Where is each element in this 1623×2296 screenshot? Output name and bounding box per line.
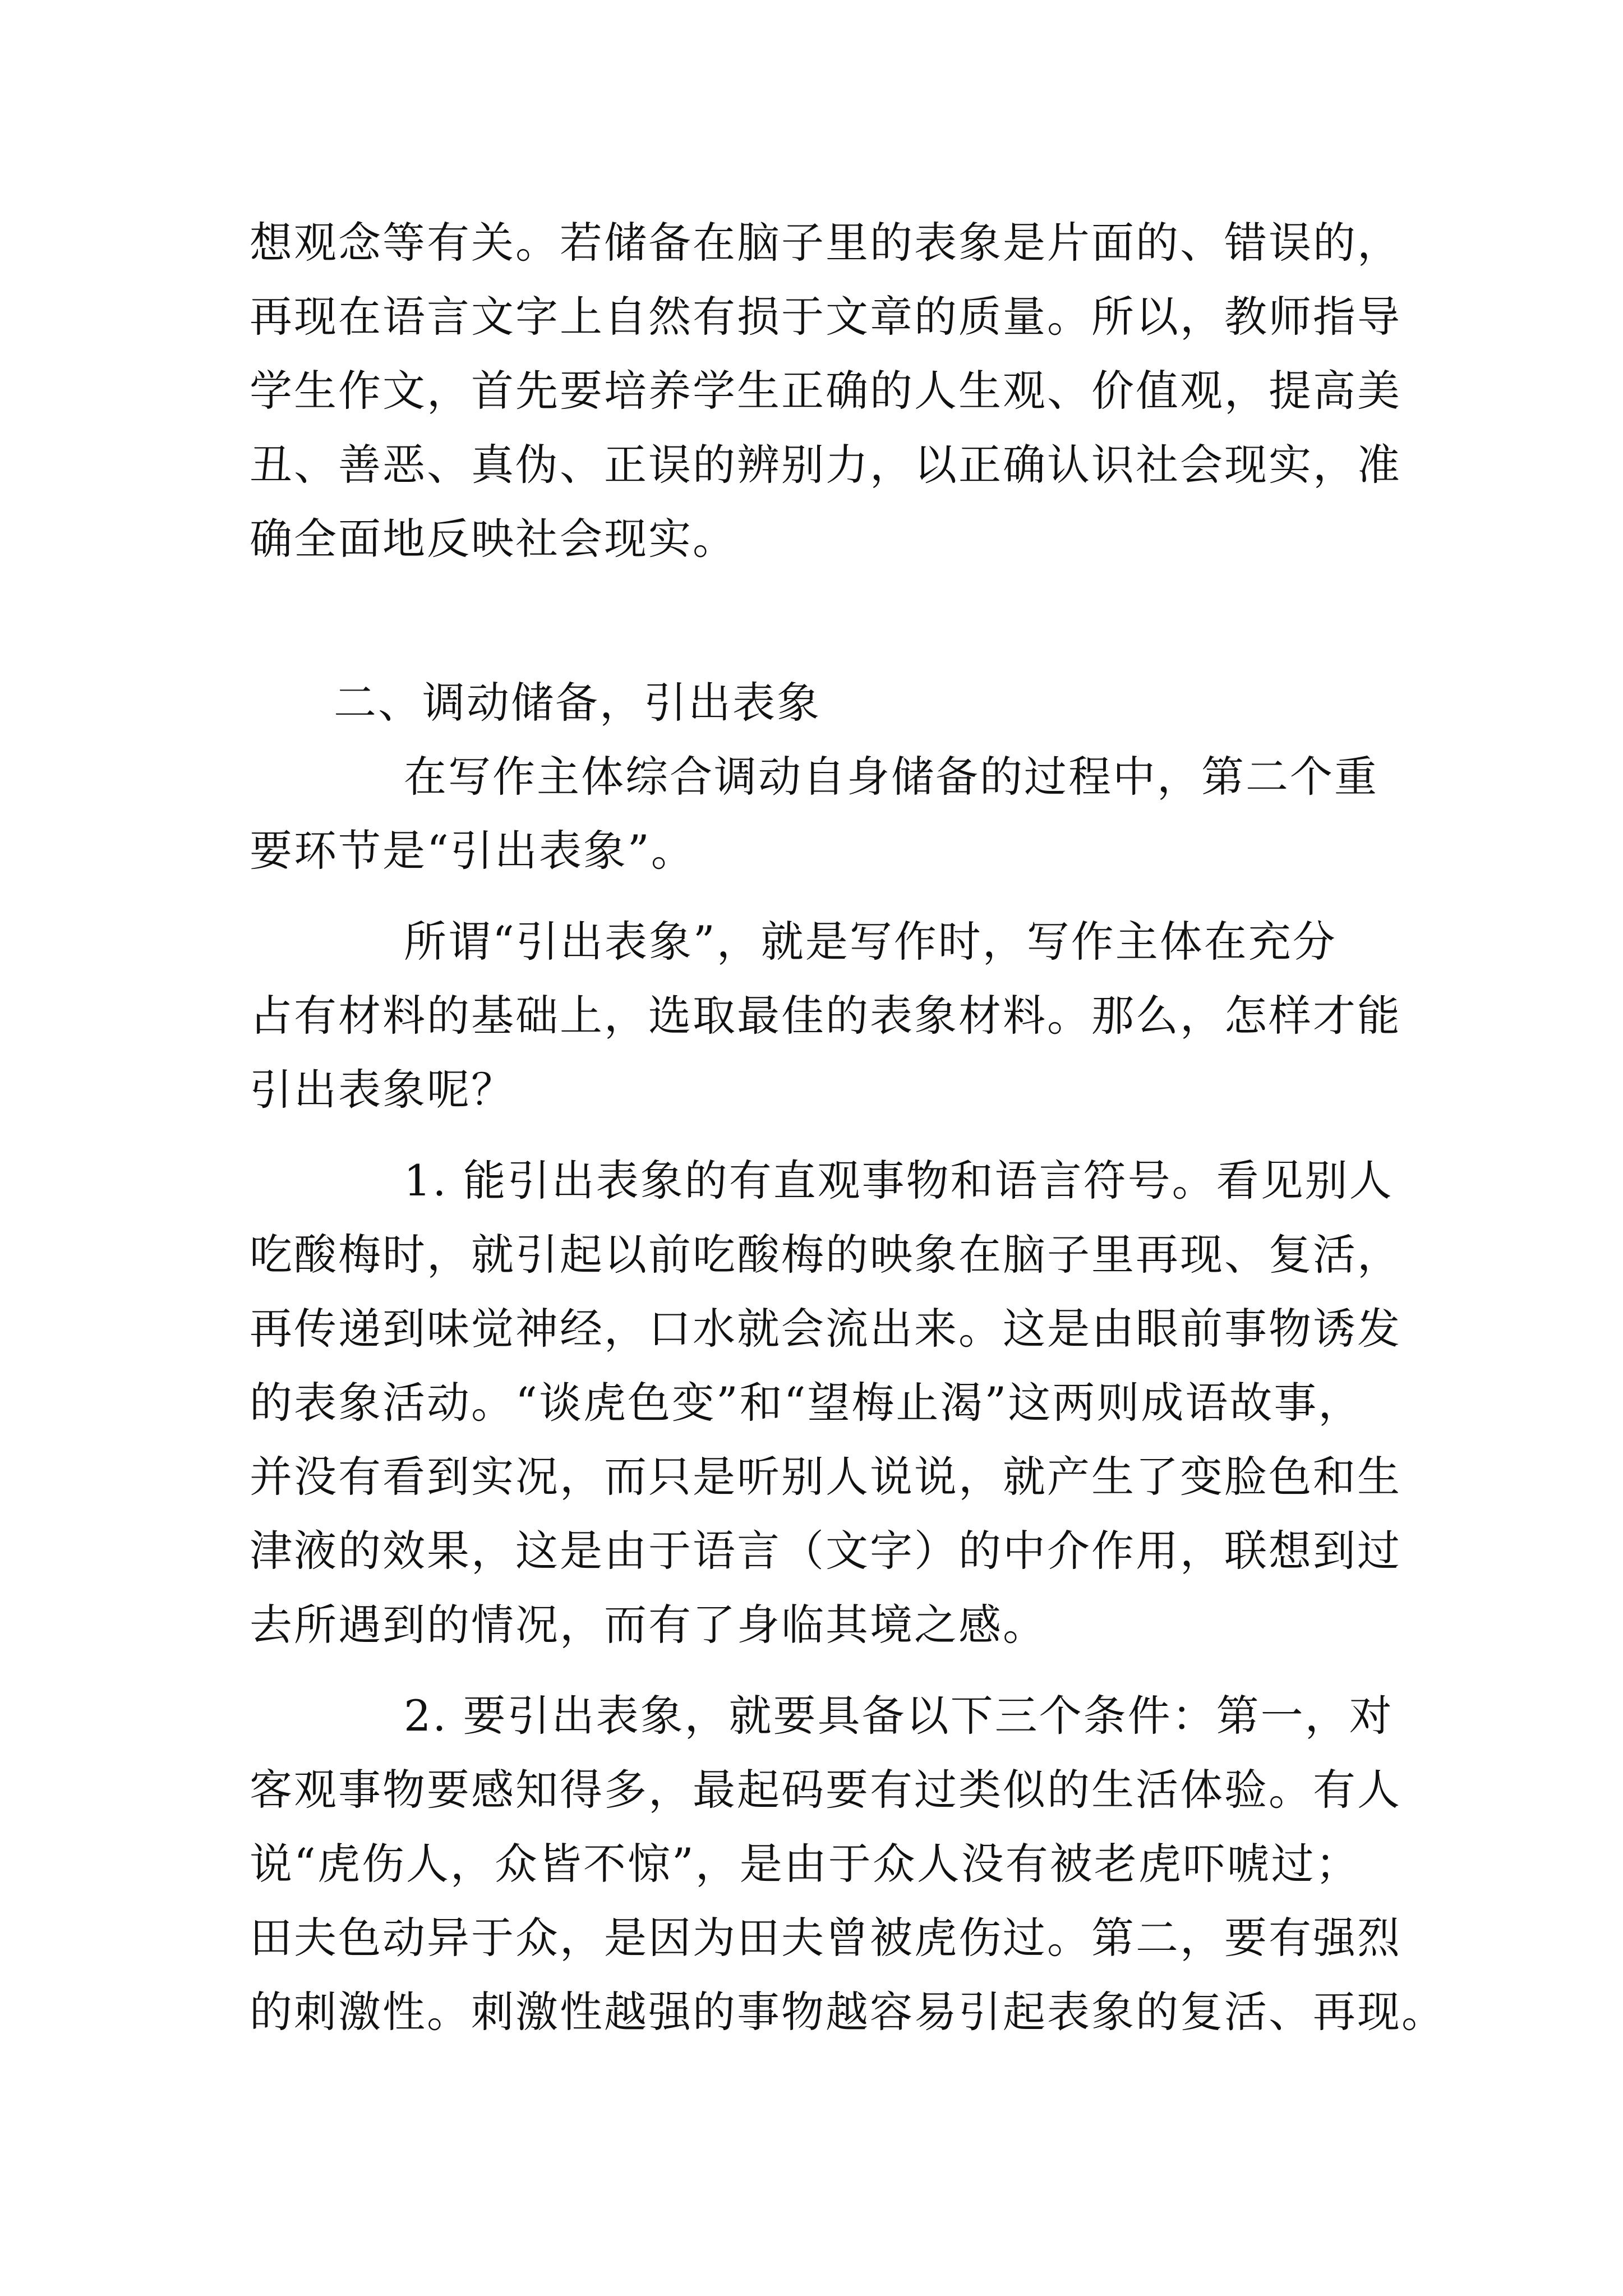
paragraph-line: 在写作主体综合调动自身储备的过程中，第二个重 (404, 752, 1378, 802)
paragraph-line: 所谓“引出表象”，就是写作时，写作主体在充分 (404, 917, 1337, 967)
paragraph-line: 田夫色动异于众，是因为田夫曾被虎伤过。第二，要有强烈 (250, 1913, 1401, 1963)
paragraph-line: 确全面地反映社会现实。 (250, 514, 737, 564)
paragraph-line: 的刺激性。刺激性越强的事物越容易引起表象的复活、再现。 (250, 1987, 1446, 2037)
paragraph-line: 并没有看到实况，而只是听别人说说，就产生了变脸色和生 (250, 1452, 1401, 1502)
paragraph-line: 要环节是“引出表象”。 (250, 826, 695, 876)
paragraph-line: 再传递到味觉神经，口水就会流出来。这是由眼前事物诱发 (250, 1304, 1401, 1354)
paragraph-line: 引出表象呢？ (250, 1065, 515, 1115)
paragraph-line: 吃酸梅时，就引起以前吃酸梅的映象在脑子里再现、复活， (250, 1230, 1401, 1280)
paragraph-line: 2. 要引出表象，就要具备以下三个条件：第一，对 (404, 1691, 1394, 1741)
paragraph-line: 的表象活动。“谈虎色变”和“望梅止渴”这两则成语故事， (250, 1378, 1363, 1428)
paragraph-line: 占有材料的基础上，选取最佳的表象材料。那么，怎样才能 (250, 991, 1401, 1041)
paragraph-line: 客观事物要感知得多，最起码要有过类似的生活体验。有人 (250, 1765, 1401, 1815)
paragraph-line: 再现在语言文字上自然有损于文章的质量。所以，教师指导 (250, 292, 1401, 342)
paragraph-line: 丑、善恶、真伪、正误的辨别力，以正确认识社会现实，准 (250, 440, 1401, 490)
paragraph-line: 想观念等有关。若储备在脑子里的表象是片面的、错误的， (250, 218, 1401, 268)
paragraph-line: 1. 能引出表象的有直观事物和语言符号。看见别人 (404, 1156, 1394, 1205)
section-heading: 二、调动储备，引出表象 (334, 678, 821, 728)
paragraph-line: 说“虎伤人，众皆不惊”，是由于众人没有被老虎吓唬过； (250, 1839, 1360, 1889)
paragraph-line: 津液的效果，这是由于语言（文字）的中介作用，联想到过 (250, 1526, 1401, 1576)
paragraph-line: 去所遇到的情况，而有了身临其境之感。 (250, 1600, 1047, 1650)
paragraph-line: 学生作文，首先要培养学生正确的人生观、价值观，提高美 (250, 366, 1401, 416)
